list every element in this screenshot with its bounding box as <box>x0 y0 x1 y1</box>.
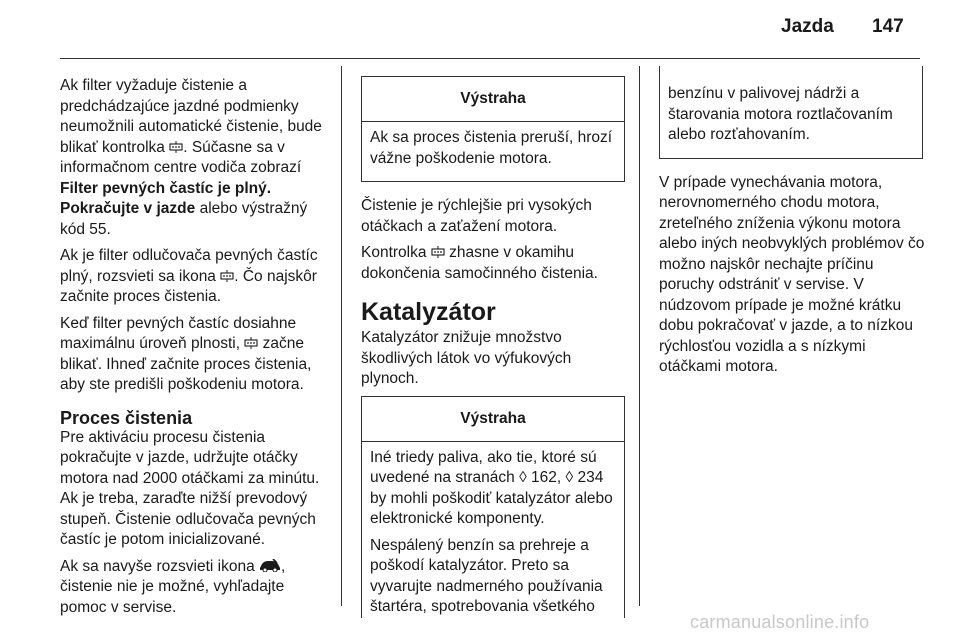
page-number: 147 <box>872 16 904 37</box>
page-header-title: Jazda <box>781 16 834 37</box>
warning-title: Výstraha <box>362 77 624 122</box>
warning-text: Iné triedy paliva, ako tie, ktoré sú uvedené na stranách ◊ 162, ◊ 234 by mohli poškodiť katalyzátor alebo elektronické komponenty. <box>370 448 613 527</box>
section-heading: Katalyzátor <box>361 298 496 326</box>
column-left <box>60 76 328 624</box>
particulate-filter-icon <box>220 270 234 282</box>
warning-box <box>361 76 625 182</box>
particulate-filter-icon <box>431 246 445 258</box>
warning-title: Výstraha <box>362 397 624 442</box>
paragraph: Ak sa navyše rozsvieti ikona , čistenie nie je možné, vyhľadajte pomoc v servise. <box>60 557 286 616</box>
column-right <box>659 66 925 384</box>
paragraph: Čistenie je rýchlejšie pri vysokých otáčkach a zaťažení motora. <box>361 197 592 235</box>
warning-text: Nespálený benzín sa prehreje a poškodí katalyzátor. Preto sa vyvarujte nadmerného používania štartéra, spotrebovania všetkého <box>370 536 603 615</box>
column-divider <box>639 66 640 606</box>
warning-text: benzínu v palivovej nádrži a štarovania motora roztlačovaním alebo rozťahovaním. <box>668 85 893 143</box>
warning-box <box>361 396 625 618</box>
section-heading: Proces čistenia <box>60 407 193 428</box>
paragraph: Pre aktiváciu procesu čistenia pokračujte v jazde, udržujte otáčky motora nad 2000 otáčkami za minútu. Ak je treba, zaraďte nižší prevodový stupeň. Čistenie odlučovača pevných častíc je potom inicializované. <box>60 428 320 548</box>
header-rule <box>60 58 920 59</box>
column-divider <box>341 66 342 606</box>
paragraph: Keď filter pevných častíc dosiahne maximálnu úroveň plnosti, začne blikať. Ihneď začnite proces čistenia, aby ste predišli poškodeniu motora. <box>60 314 312 393</box>
warning-box-continued <box>659 66 923 159</box>
watermark: carmanualsonline.info <box>690 612 870 632</box>
paragraph: Ak je filter odlučovača pevných častíc plný, rozsvieti sa ikona . Čo najskôr začnite proces čistenia. <box>60 247 318 305</box>
paragraph: Katalyzátor znižuje množstvo škodlivých látok vo výfukových plynoch. <box>361 329 572 387</box>
service-vehicle-icon <box>259 559 281 572</box>
paragraph: Ak filter vyžaduje čistenie a predchádzajúce jazdné podmienky neumožnili automatické čistenie, bude blikať kontrolka . Súčasne sa v informačnom centre vodiča zobrazí Filter pevných častíc je plný. Pokračujte v jazde alebo výstražný kód 55. <box>60 77 322 238</box>
paragraph: Kontrolka zhasne v okamihu dokončenia samočinného čistenia. <box>361 244 598 282</box>
particulate-filter-icon <box>244 337 258 349</box>
paragraph: V prípade vynechávania motora, nerovnomerného chodu motora, zreteľného zníženia výkonu motora alebo iných neobvyklých problémov čo možno najskôr nechajte príčinu poruchy odstrániť v servise. V núdzovom prípade je možné krátku dobu pokračovať v jazde, a to nízkou rýchlosťou vozidla a s nízkymi otáčkami motora. <box>659 173 925 375</box>
particulate-filter-icon <box>169 141 183 153</box>
column-middle <box>361 76 627 618</box>
warning-text: Ak sa proces čistenia preruší, hrozí vážne poškodenie motora. <box>370 129 613 167</box>
